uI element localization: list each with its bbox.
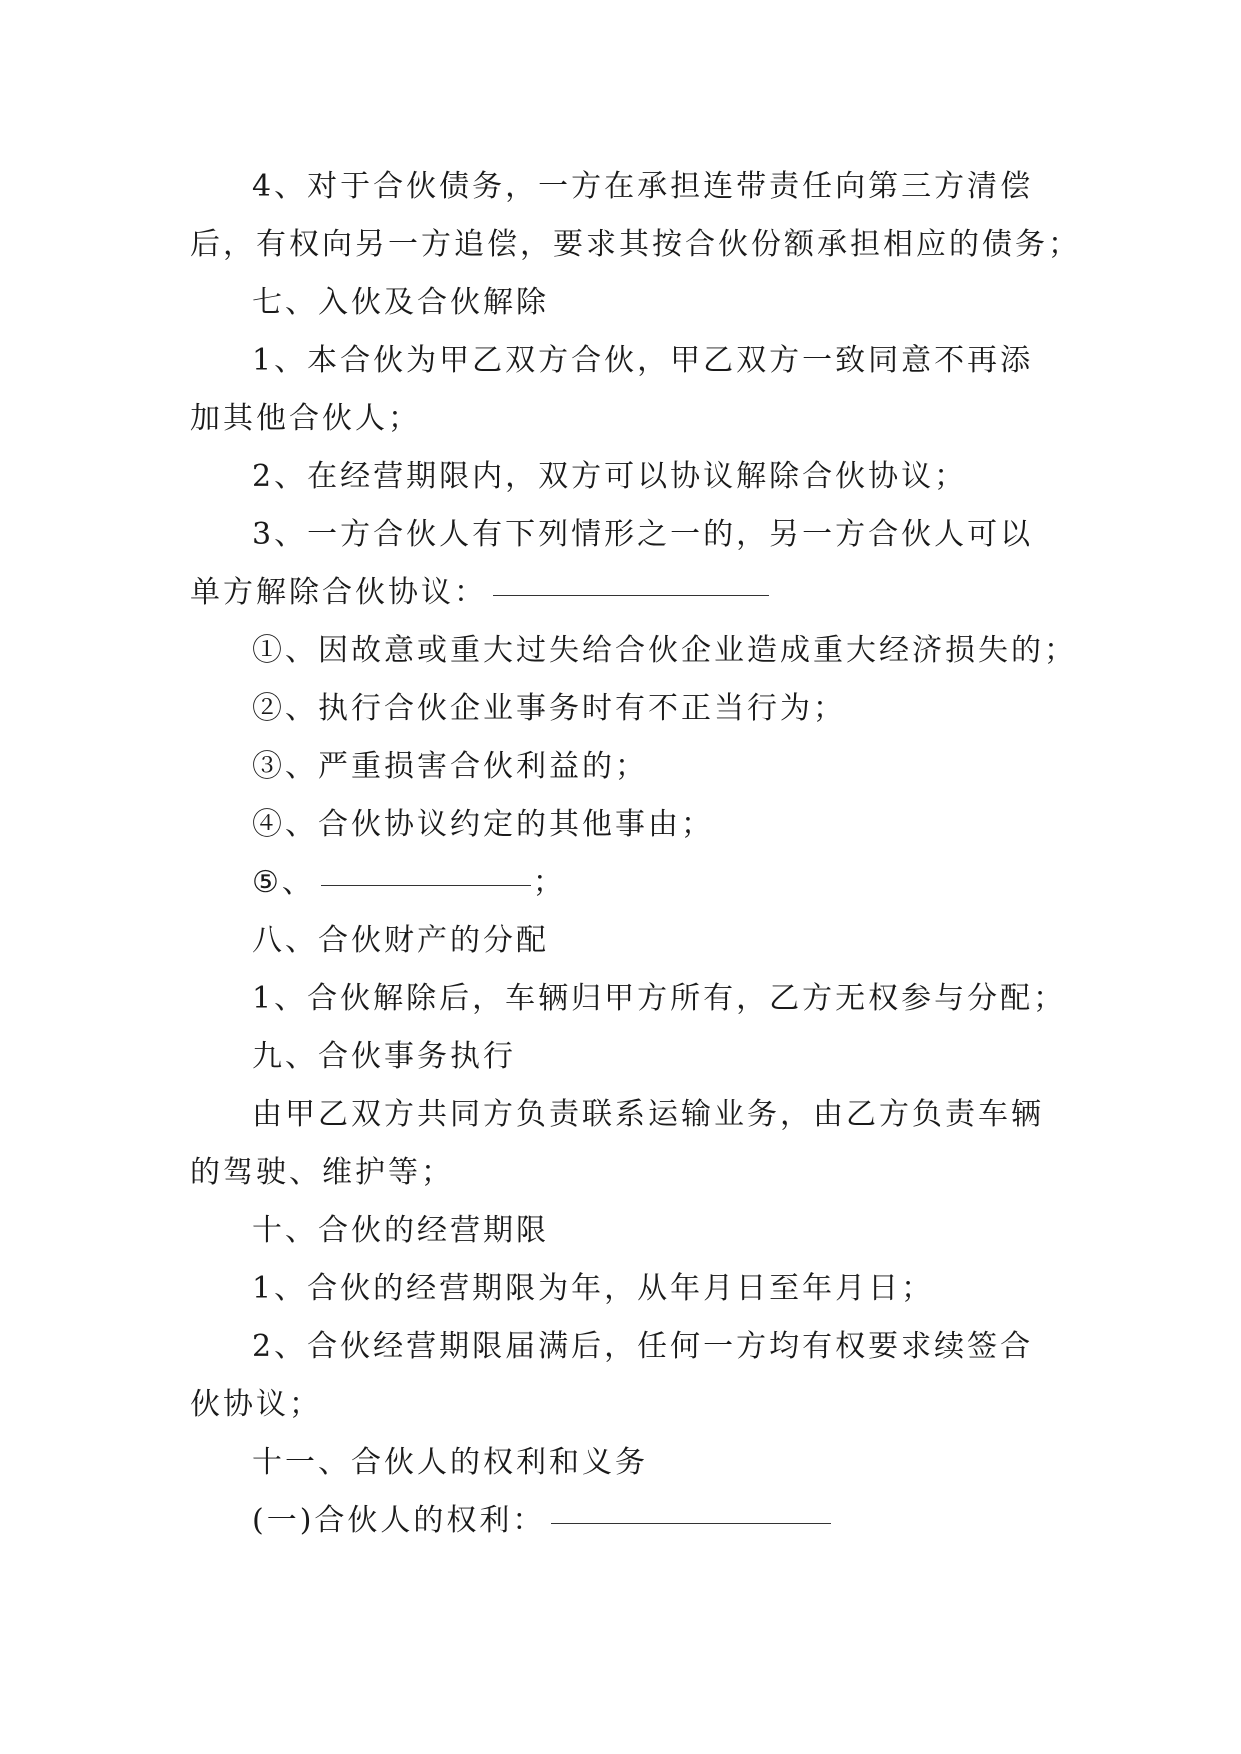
- fill-in-blank[interactable]: [551, 1523, 831, 1524]
- section-heading: 十一、合伙人的权利和义务: [252, 1445, 648, 1480]
- paragraph-line: 伙协议；: [190, 1387, 322, 1422]
- list-item: ②、执行合伙企业事务时有不正当行为；: [252, 691, 846, 726]
- paragraph-line: 1、本合伙为甲乙双方合伙，甲乙双方一致同意不再添: [252, 343, 1034, 378]
- list-item: ④、合伙协议约定的其他事由；: [252, 807, 714, 842]
- paragraph-text: (一)合伙人的权利：: [252, 1503, 546, 1538]
- paragraph-line: 2、在经营期限内，双方可以协议解除合伙协议；: [252, 459, 968, 494]
- paragraph-line: 1、合伙解除后，车辆归甲方所有，乙方无权参与分配；: [252, 981, 1067, 1016]
- fill-in-blank[interactable]: [321, 885, 531, 886]
- paragraph-line: 3、一方合伙人有下列情形之一的，另一方合伙人可以: [252, 517, 1034, 552]
- paragraph-line: 2、合伙经营期限届满后，任何一方均有权要求续签合: [252, 1329, 1034, 1364]
- list-item-punct: ；: [532, 865, 566, 900]
- document-page: [190, 158, 1081, 1550]
- list-item: [190, 854, 1060, 912]
- section-heading: 九、合伙事务执行: [252, 1039, 516, 1074]
- paragraph-text: 单方解除合伙协议：: [190, 575, 487, 610]
- paragraph-line: 后，有权向另一方追偿，要求其按合伙份额承担相应的债务；: [190, 227, 1081, 262]
- list-item: ①、因故意或重大过失给合伙企业造成重大经济损失的；: [252, 633, 1077, 668]
- paragraph-line: 加其他合伙人；: [190, 401, 421, 436]
- paragraph-line: 4、对于合伙债务，一方在承担连带责任向第三方清偿: [252, 169, 1034, 204]
- section-heading: 十、合伙的经营期限: [252, 1213, 549, 1248]
- paragraph-line: 1、合伙的经营期限为年，从年月日至年月日；: [252, 1271, 935, 1306]
- list-item: ③、严重损害合伙利益的；: [252, 749, 648, 784]
- paragraph-line: [190, 1492, 1060, 1550]
- paragraph-line: [190, 564, 1060, 622]
- list-item-text: ⑤、: [252, 865, 315, 900]
- paragraph-line: 由甲乙双方共同方负责联系运输业务，由乙方负责车辆: [252, 1097, 1044, 1132]
- fill-in-blank[interactable]: [493, 595, 769, 596]
- section-heading: 七、入伙及合伙解除: [252, 285, 549, 320]
- paragraph-line: 的驾驶、维护等；: [190, 1155, 454, 1190]
- section-heading: 八、合伙财产的分配: [252, 923, 549, 958]
